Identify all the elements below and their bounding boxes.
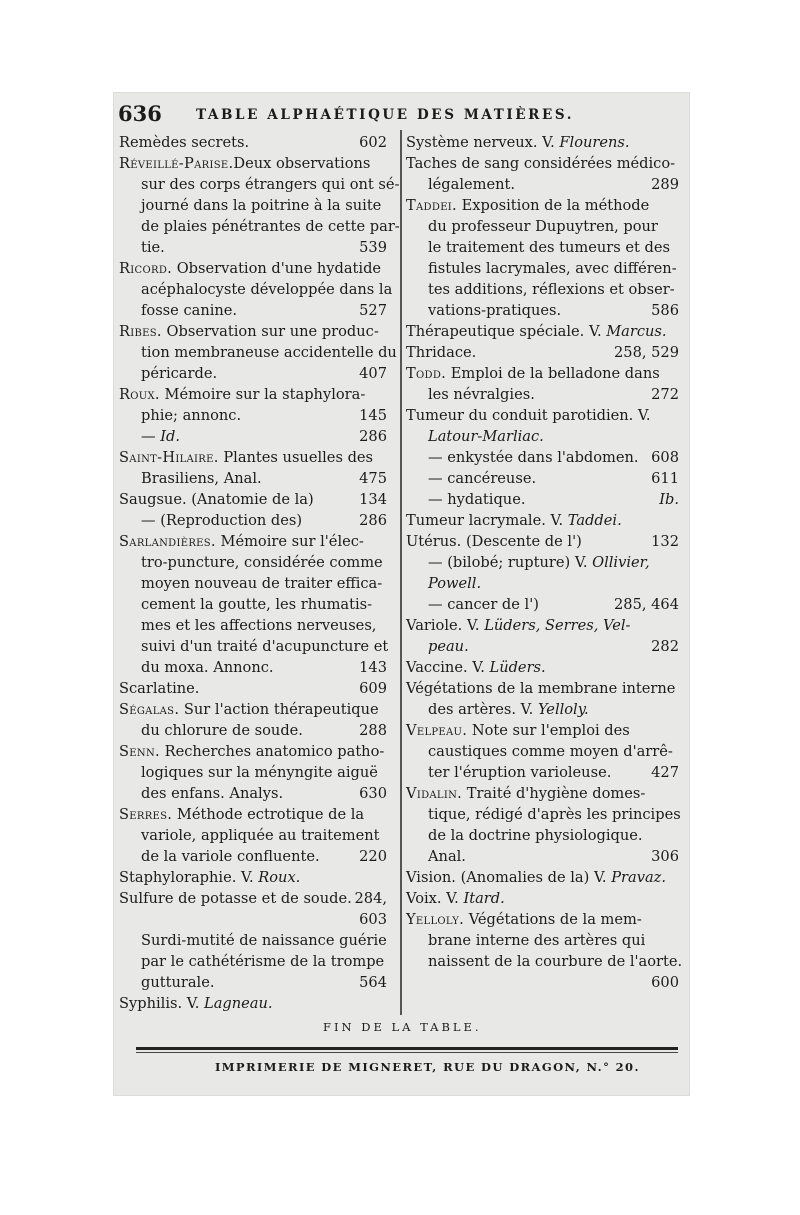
- index-author: Taddei.: [406, 197, 457, 214]
- index-entry-text: Deux observations: [233, 155, 371, 172]
- index-line: [119, 300, 387, 321]
- index-author: Sarlandières.: [119, 533, 216, 550]
- index-entry-text: péricarde.: [141, 365, 218, 382]
- index-line: [119, 258, 387, 279]
- index-line: [406, 888, 679, 909]
- index-reference: Powell.: [428, 575, 482, 592]
- index-entry-text: Système nerveux. V.: [406, 134, 560, 151]
- index-entry-text: Thérapeutique spéciale. V.: [406, 323, 607, 340]
- index-entry-text: moyen nouveau de traiter effica-: [141, 575, 383, 592]
- index-reference: Marcus.: [606, 323, 667, 340]
- index-entry-text: Observation sur une produc-: [161, 323, 379, 340]
- index-entry-text: du professeur Dupuytren, pour: [428, 218, 658, 235]
- page-reference: Ib.: [659, 491, 679, 508]
- index-line: [406, 951, 683, 972]
- index-line: [119, 153, 387, 174]
- index-line: [406, 132, 679, 153]
- index-line: [119, 825, 387, 846]
- index-entry-text: logiques sur la ményngite aiguë: [141, 764, 378, 781]
- index-line: [119, 552, 387, 573]
- page-reference: 611: [651, 470, 679, 487]
- index-line: [119, 951, 387, 972]
- index-author: Roux.: [119, 386, 160, 403]
- index-entry-text: Méthode ectrotique de la: [172, 806, 365, 823]
- page-number: 636: [118, 101, 162, 126]
- index-entry-text: par le cathétérisme de la trompe: [141, 953, 385, 970]
- index-reference: Itard.: [463, 890, 505, 907]
- page-reference: 306: [651, 848, 679, 865]
- index-author: Senn.: [119, 743, 160, 760]
- column-divider: [400, 130, 402, 1015]
- index-entry-text: suivi d'un traité d'acupuncture et: [141, 638, 389, 655]
- index-entry-text: Sulfure de potasse et de soude.: [119, 890, 352, 907]
- page-reference: 602: [359, 134, 387, 151]
- index-line: [406, 636, 679, 657]
- index-line: [119, 216, 400, 237]
- index-entry-text: Recherches anatomico patho-: [159, 743, 385, 760]
- index-line: [119, 531, 387, 552]
- index-line: [119, 405, 387, 426]
- index-line: [406, 909, 679, 930]
- index-reference: peau.: [428, 638, 469, 655]
- page-reference: 289: [651, 176, 679, 193]
- index-line: [406, 279, 679, 300]
- index-entry-text: gutturale.: [141, 974, 215, 991]
- index-column-right: [406, 132, 683, 993]
- index-line: [119, 174, 400, 195]
- index-reference: — Id.: [141, 428, 180, 445]
- index-line: [119, 594, 387, 615]
- index-line: [119, 678, 387, 699]
- index-entry-text: Remèdes secrets.: [119, 134, 250, 151]
- footer-rule: [136, 1047, 678, 1050]
- index-entry-text: des artères. V.: [428, 701, 538, 718]
- index-entry-text: du chlorure de soude.: [141, 722, 303, 739]
- index-entry-text: tes additions, réflexions et obser-: [428, 281, 675, 298]
- index-line: [406, 741, 679, 762]
- index-entry-text: vations-pratiques.: [428, 302, 562, 319]
- index-author: Saint-Hilaire.: [119, 449, 219, 466]
- index-entry-text: de plaies pénétrantes de cette par-: [141, 218, 400, 235]
- index-line: [119, 132, 387, 153]
- index-entry-text: les névralgies.: [428, 386, 535, 403]
- index-entry-text: Végétations de la membrane interne: [406, 680, 676, 697]
- page-reference: 132: [651, 533, 679, 550]
- index-reference: Lüders, Serres, Vel-: [484, 617, 631, 634]
- page-reference: 286: [359, 512, 387, 529]
- index-line: [119, 384, 387, 405]
- index-line: [406, 174, 679, 195]
- index-entry-text: Observation d'une hydatide: [172, 260, 382, 277]
- index-entry-text: — enkystée dans l'abdomen.: [428, 449, 639, 466]
- page-reference: 475: [359, 470, 387, 487]
- index-line: [119, 447, 387, 468]
- index-entry-text: des enfans. Analys.: [141, 785, 284, 802]
- index-entry-text: caustiques comme moyen d'arrê-: [428, 743, 673, 760]
- index-entry-text: Exposition de la méthode: [456, 197, 650, 214]
- page-reference: 285, 464: [614, 596, 679, 613]
- index-reference: Yelloly.: [537, 701, 589, 718]
- index-reference: Latour-Marliac.: [428, 428, 544, 445]
- index-line: [119, 615, 387, 636]
- index-entry-text: Tumeur du conduit parotidien. V.: [406, 407, 651, 424]
- index-entry-text: Scarlatine.: [119, 680, 200, 697]
- index-line: [119, 195, 387, 216]
- index-entry-text: Sur l'action thérapeutique: [179, 701, 379, 718]
- index-author: Velpeau.: [406, 722, 468, 739]
- index-entry-text: Tumeur lacrymale. V.: [406, 512, 568, 529]
- page-reference: 539: [359, 239, 387, 256]
- page-reference: 282: [651, 638, 679, 655]
- index-entry-text: Taches de sang considérées médico-: [406, 155, 676, 172]
- page-reference: 564: [359, 974, 387, 991]
- index-reference: Taddei.: [567, 512, 622, 529]
- index-line: [119, 426, 387, 447]
- index-reference: Ollivier,: [592, 554, 650, 571]
- index-entry-text: du moxa. Annonc.: [141, 659, 274, 676]
- index-author: Todd.: [406, 365, 447, 382]
- index-line: [406, 195, 679, 216]
- index-entry-text: Variole. V.: [406, 617, 485, 634]
- index-line: [406, 573, 679, 594]
- index-line: [119, 846, 387, 867]
- index-line: [119, 720, 387, 741]
- index-reference: Roux.: [258, 869, 301, 886]
- index-line: [406, 531, 679, 552]
- index-line: [406, 468, 679, 489]
- index-line: [406, 825, 679, 846]
- index-line: [119, 993, 387, 1014]
- index-entry-text: Traité d'hygiène domes-: [462, 785, 646, 802]
- printer-imprint: IMPRIMERIE DE MIGNERET, RUE DU DRAGON, N.° 20.: [215, 1060, 640, 1074]
- index-line: [119, 804, 387, 825]
- page-header: [118, 101, 588, 127]
- index-line: [119, 783, 387, 804]
- page-reference: 527: [359, 302, 387, 319]
- index-entry-text: Vaccine. V.: [406, 659, 490, 676]
- index-reference: Lagneau.: [204, 995, 273, 1012]
- index-entry-text: Syphilis. V.: [119, 995, 205, 1012]
- index-line: [406, 426, 679, 447]
- index-author: Serres.: [119, 806, 173, 823]
- index-entry-text: Brasiliens, Anal.: [141, 470, 262, 487]
- index-entry-text: ter l'éruption varioleuse.: [428, 764, 612, 781]
- index-entry-text: cement la goutte, les rhumatis-: [141, 596, 373, 613]
- index-line: [406, 867, 679, 888]
- index-author: Réveillé-Parise.: [119, 155, 234, 172]
- index-entry-text: fosse canine.: [141, 302, 238, 319]
- page-reference: 286: [359, 428, 387, 445]
- index-line: [119, 489, 387, 510]
- page-reference: 630: [359, 785, 387, 802]
- page-reference: 600: [651, 974, 679, 991]
- index-entry-text: Voix. V.: [406, 890, 464, 907]
- index-line: [406, 258, 679, 279]
- index-line: [119, 930, 387, 951]
- page-reference: 586: [651, 302, 679, 319]
- index-line: [119, 237, 387, 258]
- index-entry-text: Plantes usuelles des: [218, 449, 374, 466]
- page-reference: 272: [651, 386, 679, 403]
- index-line: [119, 321, 387, 342]
- index-line: [119, 636, 387, 657]
- index-line: [406, 237, 679, 258]
- end-of-table-note: FIN DE LA TABLE.: [323, 1020, 482, 1034]
- index-line: [119, 468, 387, 489]
- index-line: [119, 363, 387, 384]
- index-entry-text: Mémoire sur la staphylora-: [159, 386, 366, 403]
- index-line: [406, 678, 679, 699]
- index-entry-text: tie.: [141, 239, 165, 256]
- index-entry-text: brane interne des artères qui: [428, 932, 646, 949]
- index-entry-text: de la variole confluente.: [141, 848, 320, 865]
- index-line: [119, 342, 397, 363]
- page-reference: 603: [359, 911, 387, 928]
- footer-rule-thin: [136, 1052, 678, 1053]
- running-head: TABLE ALPHAÉTIQUE DES MATIÈRES.: [196, 107, 575, 123]
- index-line: [406, 972, 679, 993]
- index-entry-text: acéphalocyste développée dans la: [141, 281, 393, 298]
- index-line: [119, 888, 387, 909]
- index-entry-text: — (Reproduction des): [141, 512, 303, 529]
- index-line: [406, 762, 679, 783]
- index-entry-text: Note sur l'emploi des: [467, 722, 630, 739]
- index-line: [119, 762, 387, 783]
- index-entry-text: tique, rédigé d'après les principes: [428, 806, 681, 823]
- index-author: Yelloly.: [406, 911, 465, 928]
- index-line: [119, 657, 387, 678]
- index-line: [406, 657, 679, 678]
- index-entry-text: Utérus. (Descente de l'): [406, 533, 582, 550]
- index-entry-text: — (bilobé; rupture) V.: [428, 554, 593, 571]
- index-author: Ribes.: [119, 323, 162, 340]
- page-reference: 145: [359, 407, 387, 424]
- index-line: [406, 321, 679, 342]
- index-line: [406, 342, 679, 363]
- index-entry-text: journé dans la poitrine à la suite: [141, 197, 382, 214]
- index-line: [406, 594, 679, 615]
- index-line: [406, 216, 679, 237]
- index-entry-text: — hydatique.: [428, 491, 526, 508]
- index-entry-text: fistules lacrymales, avec différen-: [428, 260, 677, 277]
- index-line: [406, 699, 679, 720]
- index-entry-text: — cancéreuse.: [428, 470, 537, 487]
- index-entry-text: tion membraneuse accidentelle du: [141, 344, 397, 361]
- index-entry-text: Saugsue. (Anatomie de la): [119, 491, 314, 508]
- index-line: [119, 510, 387, 531]
- index-entry-text: mes et les affections nerveuses,: [141, 617, 377, 634]
- index-line: [406, 300, 679, 321]
- index-line: [119, 867, 387, 888]
- index-line: [406, 552, 679, 573]
- index-line: [406, 930, 679, 951]
- index-author: Ségalas.: [119, 701, 180, 718]
- index-line: [406, 720, 679, 741]
- index-entry-text: — cancer de l'): [428, 596, 539, 613]
- index-entry-text: Vision. (Anomalies de la) V.: [406, 869, 612, 886]
- index-line: [119, 573, 387, 594]
- index-entry-text: Anal.: [428, 848, 466, 865]
- index-line: [406, 447, 679, 468]
- index-line: [406, 846, 679, 867]
- index-entry-text: phie; annonc.: [141, 407, 242, 424]
- index-reference: Flourens.: [559, 134, 630, 151]
- index-entry-text: Emploi de la belladone dans: [446, 365, 660, 382]
- index-line: [119, 909, 387, 930]
- index-column-left: [119, 132, 400, 1014]
- index-entry-text: sur des corps étrangers qui ont sé-: [141, 176, 400, 193]
- index-line: [119, 972, 387, 993]
- page-reference: 608: [651, 449, 679, 466]
- index-line: [406, 405, 679, 426]
- index-author: Ricord.: [119, 260, 173, 277]
- page-reference: 407: [359, 365, 387, 382]
- index-line: [406, 363, 679, 384]
- index-line: [406, 804, 679, 825]
- page-reference: 609: [359, 680, 387, 697]
- page-reference: 134: [359, 491, 387, 508]
- index-entry-text: légalement.: [428, 176, 516, 193]
- index-entry-text: le traitement des tumeurs et des: [428, 239, 670, 256]
- index-line: [119, 699, 387, 720]
- index-entry-text: variole, appliquée au traitement: [141, 827, 380, 844]
- index-reference: Lüders.: [489, 659, 546, 676]
- page-reference: 258, 529: [614, 344, 679, 361]
- page-reference: 288: [359, 722, 387, 739]
- index-entry-text: Thridace.: [406, 344, 477, 361]
- index-author: Vidalin.: [406, 785, 463, 802]
- index-line: [406, 384, 679, 405]
- index-line: [406, 510, 679, 531]
- page-reference: 284,: [354, 890, 387, 907]
- index-entry-text: Mémoire sur l'élec-: [215, 533, 364, 550]
- index-line: [119, 741, 387, 762]
- index-entry-text: tro-puncture, considérée comme: [141, 554, 383, 571]
- index-entry-text: Surdi-mutité de naissance guérie: [141, 932, 387, 949]
- index-line: [406, 153, 679, 174]
- page-reference: 220: [359, 848, 387, 865]
- index-entry-text: Végétations de la mem-: [464, 911, 642, 928]
- index-line: [119, 279, 393, 300]
- index-line: [406, 615, 679, 636]
- index-line: [406, 783, 679, 804]
- index-reference: Pravaz.: [611, 869, 666, 886]
- index-entry-text: Staphyloraphie. V.: [119, 869, 259, 886]
- index-entry-text: naissent de la courbure de l'aorte.: [428, 953, 683, 970]
- index-entry-text: de la doctrine physiologique.: [428, 827, 643, 844]
- page-reference: 143: [359, 659, 387, 676]
- page-reference: 427: [651, 764, 679, 781]
- index-line: [406, 489, 679, 510]
